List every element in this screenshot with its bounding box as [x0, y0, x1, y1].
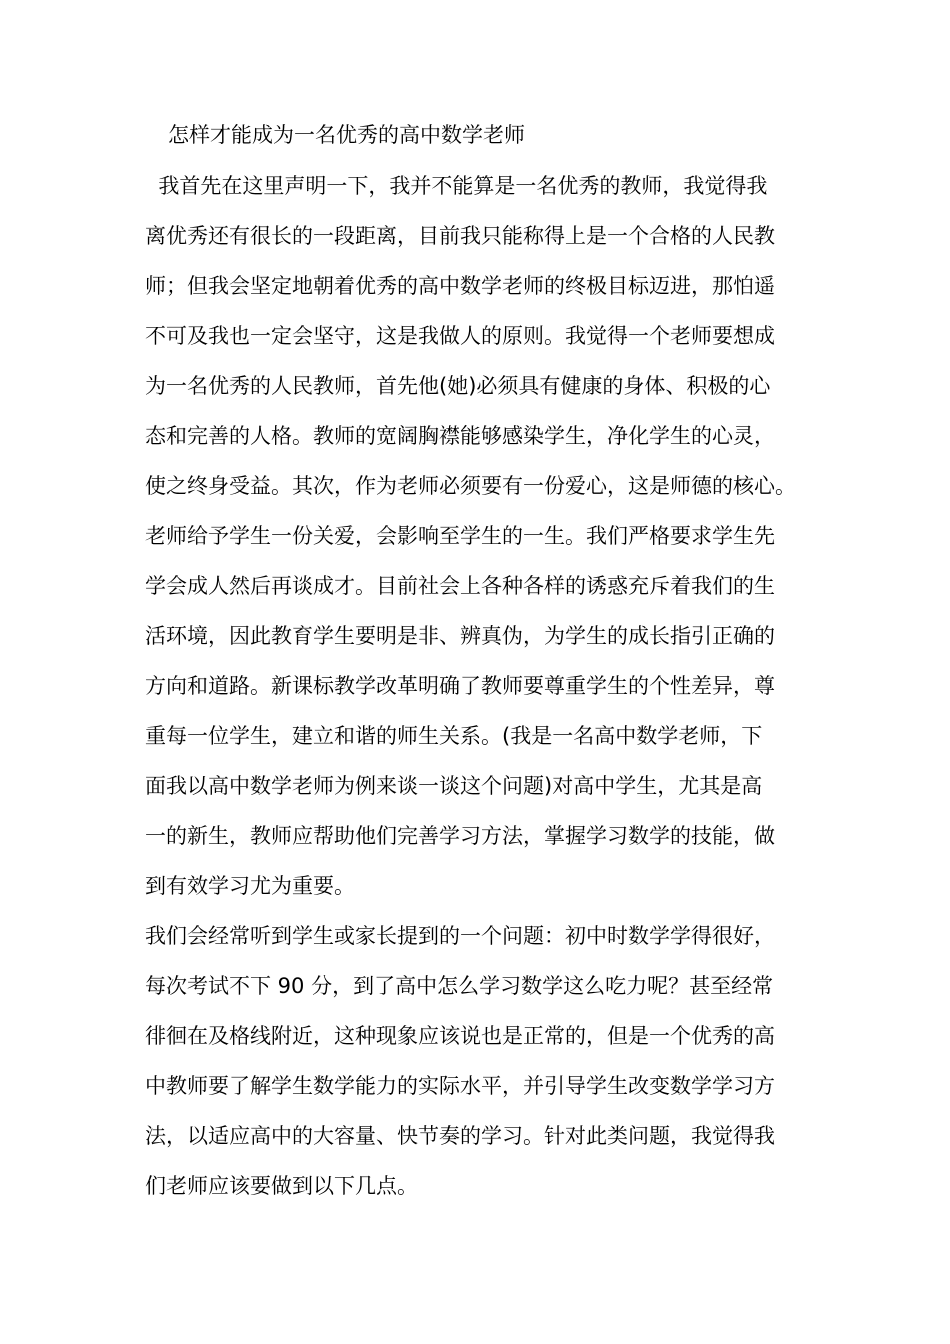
text-line: 面我以高中数学老师为例来谈一谈这个问题)对高中学生，尤其是高: [145, 774, 763, 798]
text-line: 态和完善的人格。教师的宽阔胸襟能够感染学生，净化学生的心灵，: [145, 424, 775, 448]
text-line: 重每一位学生，建立和谐的师生关系。(我是一名高中数学老师，下: [145, 724, 763, 748]
text-line: 我首先在这里声明一下，我并不能算是一名优秀的教师，我觉得我: [145, 174, 768, 198]
text-line: 老师给予学生一份关爱，会影响至学生的一生。我们严格要求学生先: [145, 524, 775, 548]
text-line: 徘徊在及格线附近，这种现象应该说也是正常的，但是一个优秀的高: [145, 1024, 775, 1048]
text-line: 不可及我也一定会坚守，这是我做人的原则。我觉得一个老师要想成: [145, 324, 775, 348]
document-body: [145, 168, 815, 1218]
text-line: 一的新生，教师应帮助他们完善学习方法，掌握学习数学的技能，做: [145, 824, 775, 848]
text-line: 中教师要了解学生数学能力的实际水平，并引导学生改变数学学习方: [145, 1074, 775, 1098]
text-line: 法，以适应高中的大容量、快节奏的学习。针对此类问题，我觉得我: [145, 1124, 775, 1148]
text-line: 每次考试不下 90 分，到了高中怎么学习数学这么吃力呢？甚至经常: [145, 974, 774, 998]
text-line: 活环境，因此教育学生要明是非、辨真伪，为学生的成长指引正确的: [145, 624, 775, 648]
text-line: 为一名优秀的人民教师，首先他(她)必须具有健康的身体、积极的心: [145, 374, 771, 398]
text-line: 师；但我会坚定地朝着优秀的高中数学老师的终极目标迈进，那怕遥: [145, 274, 775, 298]
text-line: 我们会经常听到学生或家长提到的一个问题：初中时数学学得很好，: [145, 924, 775, 948]
text-line: 到有效学习尤为重要。: [145, 874, 355, 898]
document-title: 怎样才能成为一名优秀的高中数学老师: [168, 123, 525, 147]
text-line: 学会成人然后再谈成才。目前社会上各种各样的诱惑充斥着我们的生: [145, 574, 775, 598]
text-line: 们老师应该要做到以下几点。: [145, 1174, 418, 1198]
text-line: 离优秀还有很长的一段距离，目前我只能称得上是一个合格的人民教: [145, 224, 775, 248]
text-line: 使之终身受益。其次，作为老师必须要有一份爱心，这是师德的核心。: [145, 474, 796, 498]
text-line: 方向和道路。新课标教学改革明确了教师要尊重学生的个性差异，尊: [145, 674, 775, 698]
